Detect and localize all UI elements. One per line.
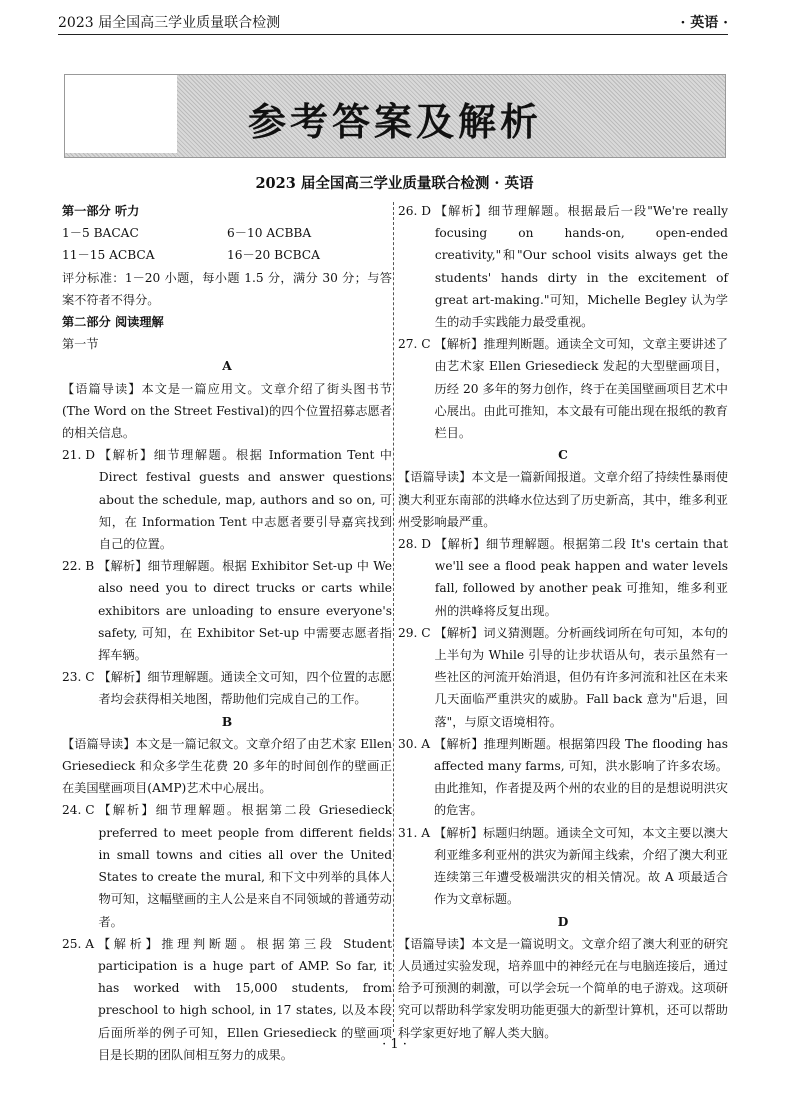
item-explanation: 【解析】细节理解题。通读全文可知，四个位置的志愿者均会获得相关地图，帮助他们完成自己的工作。 [98, 670, 392, 707]
answer-row [62, 222, 392, 244]
item-number: 28. D [398, 537, 435, 552]
page-number: · 1 · [382, 1037, 407, 1052]
answer-item [62, 555, 392, 666]
item-number: 24. C [62, 803, 99, 818]
answer-item [62, 666, 392, 710]
item-explanation: 【解析】推理判断题。根据第四段 The flooding has affected many farms, 可知，洪水影响了许多农场。由此推知，作者提及两个州的农业的目的是想说明洪灾的危害。 [433, 736, 728, 818]
part1-heading: 第一部分 听力 [62, 204, 140, 218]
running-header [58, 8, 728, 35]
item-number: 27. C [398, 337, 435, 352]
guide-a: 【语篇导读】本文是一篇应用文。文章介绍了街头图书节(The Word on the Street Festival)的四个位置招募志愿者的相关信息。 [62, 381, 392, 441]
item-explanation: 【解析】标题归纳题。通读全文可知，本文主要以澳大利亚维多利亚州的洪灾为新闻主线索，介绍了澳大利亚连续第三年遭受极端洪灾的相关情况。故 A 项最适合作为文章标题。 [433, 825, 728, 907]
item-explanation: 【解析】细节理解题。根据第二段 It's certain that we'll see a flood peak happen and water levels fall, followed by another peak 可推知，维多利亚州的洪峰将反复出现。 [434, 537, 728, 618]
item-explanation: 【解析】细节理解题。根据最后一段"We're really focusing on hands-on, open-ended creativity,"和"Our school visits always get the students' hands dirty in the excitement of great art-making."可知，Michelle Begley 认为学生的动手实践能力最受重视。 [434, 204, 728, 330]
answer-row [62, 244, 392, 266]
answer-item [398, 533, 728, 622]
item-explanation: 【解析】推理判断题。通读全文可知，文章主要讲述了由艺术家 Ellen Griesedieck 发起的大型壁画项目，历经 20 多年的努力创作，终于在美国壁画项目艺术中心展出。由此可推知，本文最有可能出现在报纸的教育栏目。 [434, 337, 728, 441]
answer-item [398, 200, 728, 333]
title-banner [64, 74, 726, 158]
item-number: 23. C [62, 670, 99, 685]
item-number: 22. B [62, 559, 99, 574]
document-title: 2023 届全国高三学业质量联合检测 · 英语 [255, 175, 534, 192]
passage-label-d: D [557, 914, 569, 929]
left-column [62, 200, 392, 1066]
item-explanation: 【解析】细节理解题。根据 Information Tent 中 Direct festival guests and answer questions about the schedule, map, authors and so on, 可知，在 Information Tent 中志愿者要引导嘉宾找到自己的位置。 [98, 448, 392, 552]
answer-item [398, 822, 728, 911]
scoring-note: 评分标准：1－20 小题，每小题 1.5 分，满分 30 分；与答案不符者不得分。 [62, 270, 392, 307]
item-explanation: 【解析】细节理解题。根据 Exhibitor Set-up 中 We also need you to direct trucks or carts while exhibitors are unloading to ensure everyone's safety, 可知，在 Exhibitor Set-up 中需要志愿者指挥车辆。 [98, 559, 392, 663]
answer-group: 6－10 ACBBA [227, 226, 312, 241]
item-number: 21. D [62, 448, 99, 463]
section-heading: 第一节 [62, 337, 99, 352]
passage-label-b: B [221, 714, 233, 729]
guide-c: 【语篇导读】本文是一篇新闻报道。文章介绍了持续性暴雨使澳大利亚东南部的洪峰水位达到了历史新高，其中，维多利亚州受影响最严重。 [398, 470, 728, 529]
item-number: 25. A [62, 936, 98, 951]
item-number: 29. C [398, 625, 435, 640]
answer-group: 1－5 BACAC [62, 226, 139, 241]
answer-item [62, 444, 392, 555]
item-explanation: 【解析】词义猜测题。分析画线词所在句可知，本句的上半句为 While 引导的让步状语从句，表示虽然有一些社区的河流开始消退，但仍有许多河流和社区在未来几天面临严重洪灾的威胁。Fall back 意为"后退，回落"，与原文语境相符。 [434, 625, 728, 729]
item-explanation: 【解析】细节理解题。根据第二段 Griesedieck preferred to meet people from different fields in small towns and cities all over the United States to create the mural, 和下文中列举的具体人物可知，这幅壁画的主人公是来自不同领域的普通劳动者。 [98, 803, 392, 929]
banner-title: 参考答案及解析 [247, 100, 542, 144]
item-explanation: 【解析】推理判断题。根据第三段 Student participation is a huge part of AMP. So far, it has worked with 15,000 students, from preschool to high school, in 17 states, 以及本段后面所举的例子可知，Ellen Griesedieck 的壁画项目是长期的团队间相互努力的成果。 [97, 936, 392, 1062]
item-number: 30. A [398, 736, 434, 751]
answer-item [62, 799, 392, 932]
guide-b: 【语篇导读】本文是一篇记叙文。文章介绍了由艺术家 Ellen Griesedieck 和众多学生花费 20 多年的时间创作的壁画正在美国壁画项目(AMP)艺术中心展出。 [62, 736, 392, 796]
part2-heading: 第二部分 阅读理解 [62, 315, 164, 330]
answer-group: 16－20 BCBCA [227, 248, 320, 263]
answer-item [398, 733, 728, 822]
passage-label-a: A [222, 359, 232, 374]
guide-d: 【语篇导读】本文是一篇说明文。文章介绍了澳大利亚的研究人员通过实验发现，培养皿中的神经元在与电脑连接后，通过给予可预测的刺激，可以学会玩一个简单的电子游戏。这项研究可以帮助科学家发明功能更强大的新型计算机，还可以帮助科学家更好地了解人类大脑。 [398, 936, 728, 1040]
item-number: 26. D [398, 204, 435, 218]
answer-item [398, 333, 728, 444]
right-column [398, 200, 728, 1044]
item-number: 31. A [398, 825, 434, 840]
passage-label-c: C [558, 448, 568, 463]
column-divider [393, 202, 394, 1032]
header-title: 2023 届全国高三学业质量联合检测 [58, 15, 281, 31]
header-subject: · 英语 · [680, 15, 728, 31]
answer-item [398, 622, 728, 733]
answer-group: 11－15 ACBCA [62, 248, 155, 263]
